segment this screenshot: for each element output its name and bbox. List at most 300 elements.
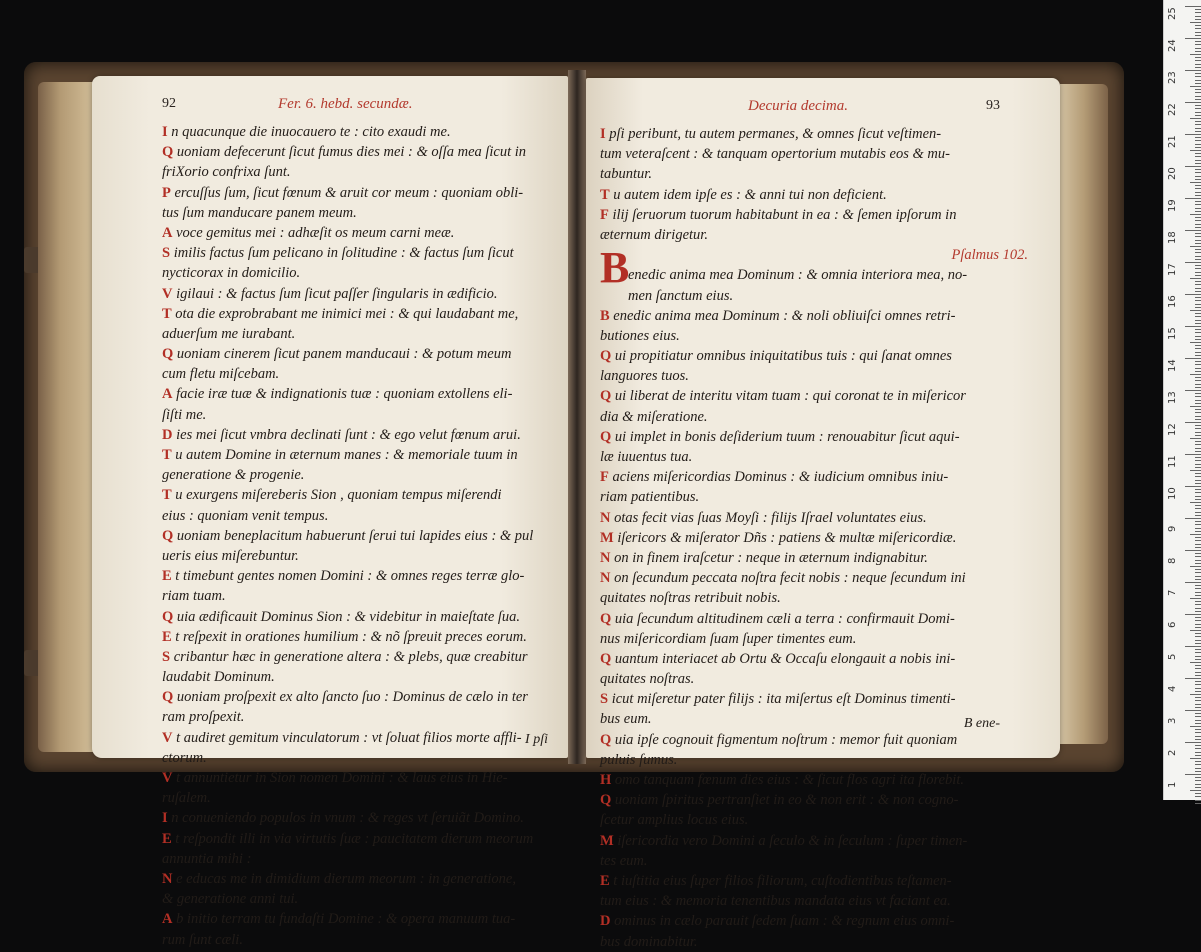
ruler-tick (1195, 48, 1201, 49)
ruler-tick (1195, 739, 1201, 740)
ruler-tick (1195, 656, 1201, 657)
red-initial: Q (600, 610, 612, 627)
ruler-tick (1195, 569, 1201, 570)
ruler-label: 1 (1167, 781, 1178, 788)
line-text: ercuſſus ſum, ſicut fœnum & aruit cor meum : quoniam obli- (170, 184, 524, 201)
ruler-tick (1190, 630, 1201, 631)
line-text: u autem Domine in æternum manes : & memoriale tuum in (171, 447, 518, 463)
ruler-tick (1195, 9, 1201, 10)
text-line (162, 162, 558, 182)
ruler-tick (1195, 259, 1201, 260)
ruler-tick (1195, 300, 1201, 301)
text-line (600, 730, 1050, 750)
ruler-tick (1185, 326, 1201, 327)
text-line (162, 707, 558, 727)
ruler-tick (1185, 678, 1201, 679)
ruler-tick (1195, 764, 1201, 765)
right-page (586, 78, 1060, 950)
line-text: riam tuam. (162, 588, 226, 605)
text-line (162, 869, 558, 889)
line-text: tus ſum manducare panem meum. (162, 204, 357, 221)
red-initial: Q (600, 388, 612, 405)
ruler-tick (1195, 256, 1201, 257)
red-initial: M (600, 832, 614, 849)
ruler-tick (1195, 227, 1201, 228)
ruler-label: 4 (1167, 685, 1178, 692)
line-text: ueris eius miſerebuntur. (162, 547, 299, 564)
right-running-head: Decuria decima. (748, 98, 848, 114)
red-initial: Q (162, 689, 174, 706)
red-initial: N (162, 870, 173, 887)
red-initial: Q (162, 608, 174, 625)
line-text: ies mei ſicut vmbra declinati ſunt : & ego velut fœnum arui. (172, 426, 521, 443)
ruler-tick (1195, 313, 1201, 314)
ruler-tick (1190, 502, 1201, 503)
ruler-tick (1185, 358, 1201, 359)
ruler-tick (1195, 73, 1201, 74)
ruler-tick (1195, 755, 1201, 756)
page-edges-right (1060, 84, 1108, 744)
red-initial: T (162, 487, 172, 504)
red-initial: F (600, 206, 609, 223)
ruler-tick (1195, 579, 1201, 580)
red-initial: E (162, 568, 172, 585)
text-line (162, 284, 558, 304)
ruler-tick (1195, 131, 1201, 132)
ruler-tick (1190, 374, 1201, 375)
ruler-label: 3 (1167, 717, 1178, 724)
line-text: uia ædificauit Dominus Sion : & videbitur in maieſtate ſua. (173, 608, 521, 625)
ruler-tick (1195, 547, 1201, 548)
ruler-tick (1195, 121, 1201, 122)
ruler-tick (1195, 419, 1201, 420)
text-line (600, 144, 1050, 164)
left-page (92, 76, 568, 948)
ruler-tick (1195, 12, 1201, 13)
text-line (162, 304, 558, 324)
line-text: iſericordia vero Domini a ſeculo & in ſeculum : ſuper timen- (613, 832, 968, 849)
text-line (600, 265, 1050, 285)
text-line (600, 528, 1050, 548)
line-text: eius : quoniam venit tempus. (162, 507, 329, 524)
line-text: omo tanquam fœnum dies eius : & ſicut flos agri ita florebit. (611, 772, 964, 788)
ruler-tick (1195, 16, 1201, 17)
ruler-tick (1195, 25, 1201, 26)
ruler-tick (1195, 284, 1201, 285)
ruler-tick (1195, 393, 1201, 394)
ruler-label: 15 (1167, 327, 1178, 340)
ruler-tick (1195, 633, 1201, 634)
ruler-tick (1195, 140, 1201, 141)
red-initial: P (162, 184, 171, 201)
ruler-tick (1195, 364, 1201, 365)
ruler-tick (1190, 22, 1201, 23)
red-initial: V (162, 770, 173, 786)
scale-ruler (1163, 0, 1201, 800)
text-line (162, 122, 558, 142)
ruler-tick (1195, 57, 1201, 58)
ruler-tick (1195, 665, 1201, 666)
ruler-tick (1195, 35, 1201, 36)
ruler-tick (1195, 291, 1201, 292)
ruler-tick (1195, 409, 1201, 410)
ruler-label: 10 (1167, 487, 1178, 500)
ruler-tick (1195, 185, 1201, 186)
ruler-tick (1195, 464, 1201, 465)
ruler-tick (1185, 6, 1201, 7)
ruler-tick (1195, 41, 1201, 42)
line-text: t iuſtitia eius ſuper filios filiorum, cuſtodientibus teſtamen- (609, 872, 952, 889)
ruler-tick (1185, 646, 1201, 647)
red-initial: Q (600, 348, 612, 365)
ruler-tick (1185, 390, 1201, 391)
red-initial: B (600, 307, 610, 324)
ruler-tick (1195, 611, 1201, 612)
line-text: ſcetur amplius locus eius. (600, 812, 749, 829)
line-text: ominus in cælo parauit ſedem ſuam : & regnum eius omni- (610, 913, 955, 930)
ruler-tick (1195, 99, 1201, 100)
line-text: friXorio confrixa ſunt. (162, 164, 291, 181)
red-initial: H (600, 772, 612, 788)
text-line (162, 748, 558, 768)
ruler-tick (1190, 694, 1201, 695)
ruler-tick (1195, 752, 1201, 753)
ruler-tick (1185, 166, 1201, 167)
line-text: ui liberat de interitu vitam tuam : qui coronat te in miſericor (611, 388, 966, 405)
line-text: dia & miſeratione. (600, 408, 708, 425)
line-text: uia ſecundum altitudinem cæli a terra : confirmauit Domi- (611, 610, 955, 627)
ruler-tick (1195, 691, 1201, 692)
ruler-tick (1190, 438, 1201, 439)
ruler-tick (1195, 688, 1201, 689)
ruler-tick (1185, 294, 1201, 295)
ruler-tick (1195, 432, 1201, 433)
ruler-tick (1185, 230, 1201, 231)
text-line (162, 647, 558, 667)
line-text: rum ſunt cæli. (162, 931, 243, 948)
text-line (600, 831, 1050, 851)
line-text: igilaui : & factus ſum ſicut paſſer ſingularis in ædificio. (172, 285, 498, 302)
line-text: facie iræ tuæ & indignationis tuæ : quoniam extollens eli- (172, 386, 513, 403)
line-text: uia ipſe cognouit figmentum noſtrum : memor fuit quoniam (611, 731, 958, 748)
red-initial: Q (162, 346, 174, 363)
line-text: e educas me in dimidium dierum meorum : in generatione, (172, 870, 516, 887)
ruler-tick (1195, 521, 1201, 522)
ruler-tick (1195, 716, 1201, 717)
ruler-tick (1185, 710, 1201, 711)
ruler-tick (1195, 457, 1201, 458)
decorated-initial: B (600, 243, 630, 292)
text-line (600, 851, 1050, 871)
ruler-tick (1195, 608, 1201, 609)
ruler-tick (1195, 428, 1201, 429)
ruler-tick (1190, 534, 1201, 535)
text-line (162, 203, 558, 223)
ruler-tick (1195, 489, 1201, 490)
line-text: & generatione anni tui. (162, 891, 299, 908)
text-line (162, 445, 558, 465)
line-text: b initio terram tu fundaſti Domine : & opera manuum tua- (172, 911, 516, 928)
red-initial: E (162, 628, 172, 645)
ruler-tick (1195, 288, 1201, 289)
ruler-tick (1195, 572, 1201, 573)
text-line (162, 768, 558, 788)
gutter (568, 70, 586, 764)
ruler-label: 24 (1167, 39, 1178, 52)
ruler-tick (1195, 368, 1201, 369)
ruler-tick (1195, 192, 1201, 193)
ruler-tick (1195, 371, 1201, 372)
ruler-label: 14 (1167, 359, 1178, 372)
text-line (600, 407, 1050, 427)
text-line (600, 790, 1050, 810)
ruler-tick (1195, 204, 1201, 205)
ruler-tick (1195, 60, 1201, 61)
ruler-tick (1195, 32, 1201, 33)
line-text: n quacunque die inuocauero te : cito exaudi me. (167, 124, 451, 140)
ruler-tick (1195, 217, 1201, 218)
ruler-tick (1195, 768, 1201, 769)
text-line (600, 629, 1050, 649)
ruler-tick (1190, 470, 1201, 471)
line-text: æternum dirigetur. (600, 226, 708, 243)
ruler-tick (1195, 675, 1201, 676)
ruler-tick (1190, 182, 1201, 183)
ruler-tick (1195, 672, 1201, 673)
ruler-label: 16 (1167, 295, 1178, 308)
red-initial: Q (162, 527, 174, 544)
red-initial: F (600, 469, 609, 486)
ruler-tick (1195, 169, 1201, 170)
ruler-tick (1195, 560, 1201, 561)
ruler-tick (1195, 697, 1201, 698)
ruler-tick (1195, 636, 1201, 637)
ruler-tick (1195, 732, 1201, 733)
line-text: uoniam defecerunt ſicut fumus dies mei : & oſſa mea ſicut in (173, 144, 527, 161)
ruler-tick (1195, 435, 1201, 436)
ruler-tick (1195, 355, 1201, 356)
ruler-tick (1195, 160, 1201, 161)
ruler-tick (1195, 803, 1201, 804)
ruler-tick (1195, 649, 1201, 650)
ruler-tick (1195, 92, 1201, 93)
red-initial: A (162, 911, 173, 928)
line-text: t reſpexit in orationes humilium : & nõ ſpreuit preces eorum. (171, 628, 527, 645)
text-line (600, 669, 1050, 689)
left-folio: 92 (162, 96, 176, 111)
ruler-tick (1195, 473, 1201, 474)
ruler-tick (1195, 76, 1201, 77)
ruler-tick (1190, 118, 1201, 119)
ruler-tick (1190, 758, 1201, 759)
ruler-tick (1195, 723, 1201, 724)
text-line (600, 568, 1050, 588)
ruler-tick (1195, 745, 1201, 746)
ruler-tick (1195, 704, 1201, 705)
text-line (162, 425, 558, 445)
ruler-tick (1190, 342, 1201, 343)
line-text: riam patientibus. (600, 489, 700, 506)
line-text: quitates noſtras retribuit nobis. (600, 590, 781, 607)
line-text: men ſanctum eius. (628, 287, 734, 304)
ruler-tick (1195, 748, 1201, 749)
line-text: cum fletu miſcebam. (162, 366, 280, 383)
ruler-tick (1185, 614, 1201, 615)
ruler-tick (1195, 380, 1201, 381)
line-text: pſi peribunt, tu autem permanes, & omnes ſicut veſtimen- (605, 126, 942, 142)
ruler-tick (1195, 240, 1201, 241)
red-initial: D (600, 913, 611, 930)
text-line (162, 788, 558, 808)
ruler-tick (1195, 483, 1201, 484)
text-line (162, 263, 558, 283)
ruler-tick (1195, 316, 1201, 317)
left-running-head: Fer. 6. hebd. secundæ. (278, 96, 413, 112)
ruler-tick (1195, 604, 1201, 605)
ruler-tick (1195, 601, 1201, 602)
line-text: voce gemitus mei : adhæſit os meum carni meæ. (172, 224, 455, 241)
ruler-tick (1195, 320, 1201, 321)
text-line (600, 124, 1050, 144)
ruler-tick (1190, 54, 1201, 55)
line-text: puluis ſumus. (600, 751, 678, 768)
ruler-tick (1195, 720, 1201, 721)
line-text: t annuntietur in Sion nomen Domini : & laus eius in Hie- (172, 770, 508, 786)
left-text-block (162, 122, 558, 950)
text-line (162, 808, 558, 828)
ruler-label: 12 (1167, 423, 1178, 436)
ruler-tick (1195, 467, 1201, 468)
ruler-tick (1185, 486, 1201, 487)
ruler-tick (1195, 252, 1201, 253)
ruler-tick (1190, 246, 1201, 247)
ruler-label: 5 (1167, 653, 1178, 660)
line-text: bus dominabitur. (600, 933, 698, 950)
ruler-tick (1195, 771, 1201, 772)
line-text: quitates noſtras. (600, 671, 695, 688)
ruler-tick (1195, 595, 1201, 596)
ruler-tick (1195, 476, 1201, 477)
text-line (162, 687, 558, 707)
ruler-tick (1185, 70, 1201, 71)
ruler-tick (1195, 620, 1201, 621)
ruler-tick (1195, 96, 1201, 97)
ruler-tick (1190, 566, 1201, 567)
ruler-tick (1195, 220, 1201, 221)
ruler-tick (1195, 460, 1201, 461)
line-text: ui implet in bonis deſiderium tuum : renouabitur ſicut aqui- (611, 428, 960, 445)
ruler-tick (1195, 448, 1201, 449)
ruler-tick (1195, 144, 1201, 145)
ruler-tick (1185, 262, 1201, 263)
red-initial: Q (600, 428, 612, 445)
ruler-tick (1190, 726, 1201, 727)
ruler-tick (1195, 441, 1201, 442)
ruler-tick (1185, 518, 1201, 519)
ruler-tick (1195, 528, 1201, 529)
ruler-tick (1195, 172, 1201, 173)
text-line (162, 506, 558, 526)
text-line (162, 849, 558, 869)
ruler-tick (1195, 352, 1201, 353)
text-line (162, 728, 558, 748)
ruler-tick (1195, 137, 1201, 138)
ruler-tick (1195, 787, 1201, 788)
ruler-tick (1195, 796, 1201, 797)
text-line (162, 183, 558, 203)
line-text: tabuntur. (600, 166, 652, 183)
ruler-tick (1195, 700, 1201, 701)
line-text: laudabit Dominum. (162, 669, 275, 686)
ruler-tick (1195, 243, 1201, 244)
text-line (600, 810, 1050, 830)
ruler-tick (1195, 563, 1201, 564)
ruler-tick (1195, 51, 1201, 52)
text-line (600, 467, 1050, 487)
ruler-tick (1195, 115, 1201, 116)
line-text: ilij ſeruorum tuorum habitabunt in ea : & ſemen ipſorum in (608, 206, 957, 223)
ruler-tick (1195, 128, 1201, 129)
red-initial: Q (600, 650, 612, 667)
ruler-tick (1195, 265, 1201, 266)
line-text: ſiſti me. (162, 406, 207, 423)
ruler-tick (1195, 345, 1201, 346)
ruler-tick (1185, 454, 1201, 455)
line-text: generatione & progenie. (162, 467, 305, 484)
ruler-tick (1185, 774, 1201, 775)
ruler-label: 23 (1167, 71, 1178, 84)
ruler-tick (1195, 249, 1201, 250)
text-line (600, 225, 1050, 245)
line-text: n conueniendo populos in vnum : & reges vt ſeruiãt Domino. (167, 810, 524, 827)
text-line (162, 344, 558, 364)
text-line (162, 667, 558, 687)
right-catchword: B ene- (963, 716, 1000, 731)
line-text: ruſalem. (162, 790, 211, 807)
text-line (600, 588, 1050, 608)
line-text: t audiret gemitum vinculatorum : vt ſoluat filios morte affli- (172, 729, 522, 746)
ruler-tick (1195, 444, 1201, 445)
ruler-tick (1185, 742, 1201, 743)
red-initial: A (162, 386, 173, 403)
ruler-tick (1195, 188, 1201, 189)
red-initial: V (162, 729, 173, 746)
ruler-tick (1195, 163, 1201, 164)
ruler-tick (1195, 201, 1201, 202)
ruler-tick (1195, 233, 1201, 234)
ruler-tick (1185, 38, 1201, 39)
red-initial: E (600, 872, 610, 889)
red-initial: T (600, 186, 610, 203)
text-line (162, 485, 558, 505)
text-line (162, 142, 558, 162)
ruler-tick (1195, 512, 1201, 513)
ruler-tick (1195, 224, 1201, 225)
line-text: annuntia mihi : (162, 850, 252, 867)
ruler-label: 6 (1167, 621, 1178, 628)
ruler-tick (1195, 396, 1201, 397)
ruler-tick (1195, 643, 1201, 644)
line-text: uoniam proſpexit ex alto ſancto ſuo : Dominus de cælo in ter (173, 689, 528, 706)
line-text: uoniam ſpiritus pertranſiet in eo & non erit : & non cogno- (611, 792, 959, 809)
text-line (600, 750, 1050, 770)
ruler-label: 11 (1167, 455, 1178, 468)
ruler-tick (1195, 384, 1201, 385)
ruler-tick (1190, 310, 1201, 311)
text-line (162, 889, 558, 909)
ruler-tick (1195, 377, 1201, 378)
red-initial: Q (600, 792, 612, 809)
